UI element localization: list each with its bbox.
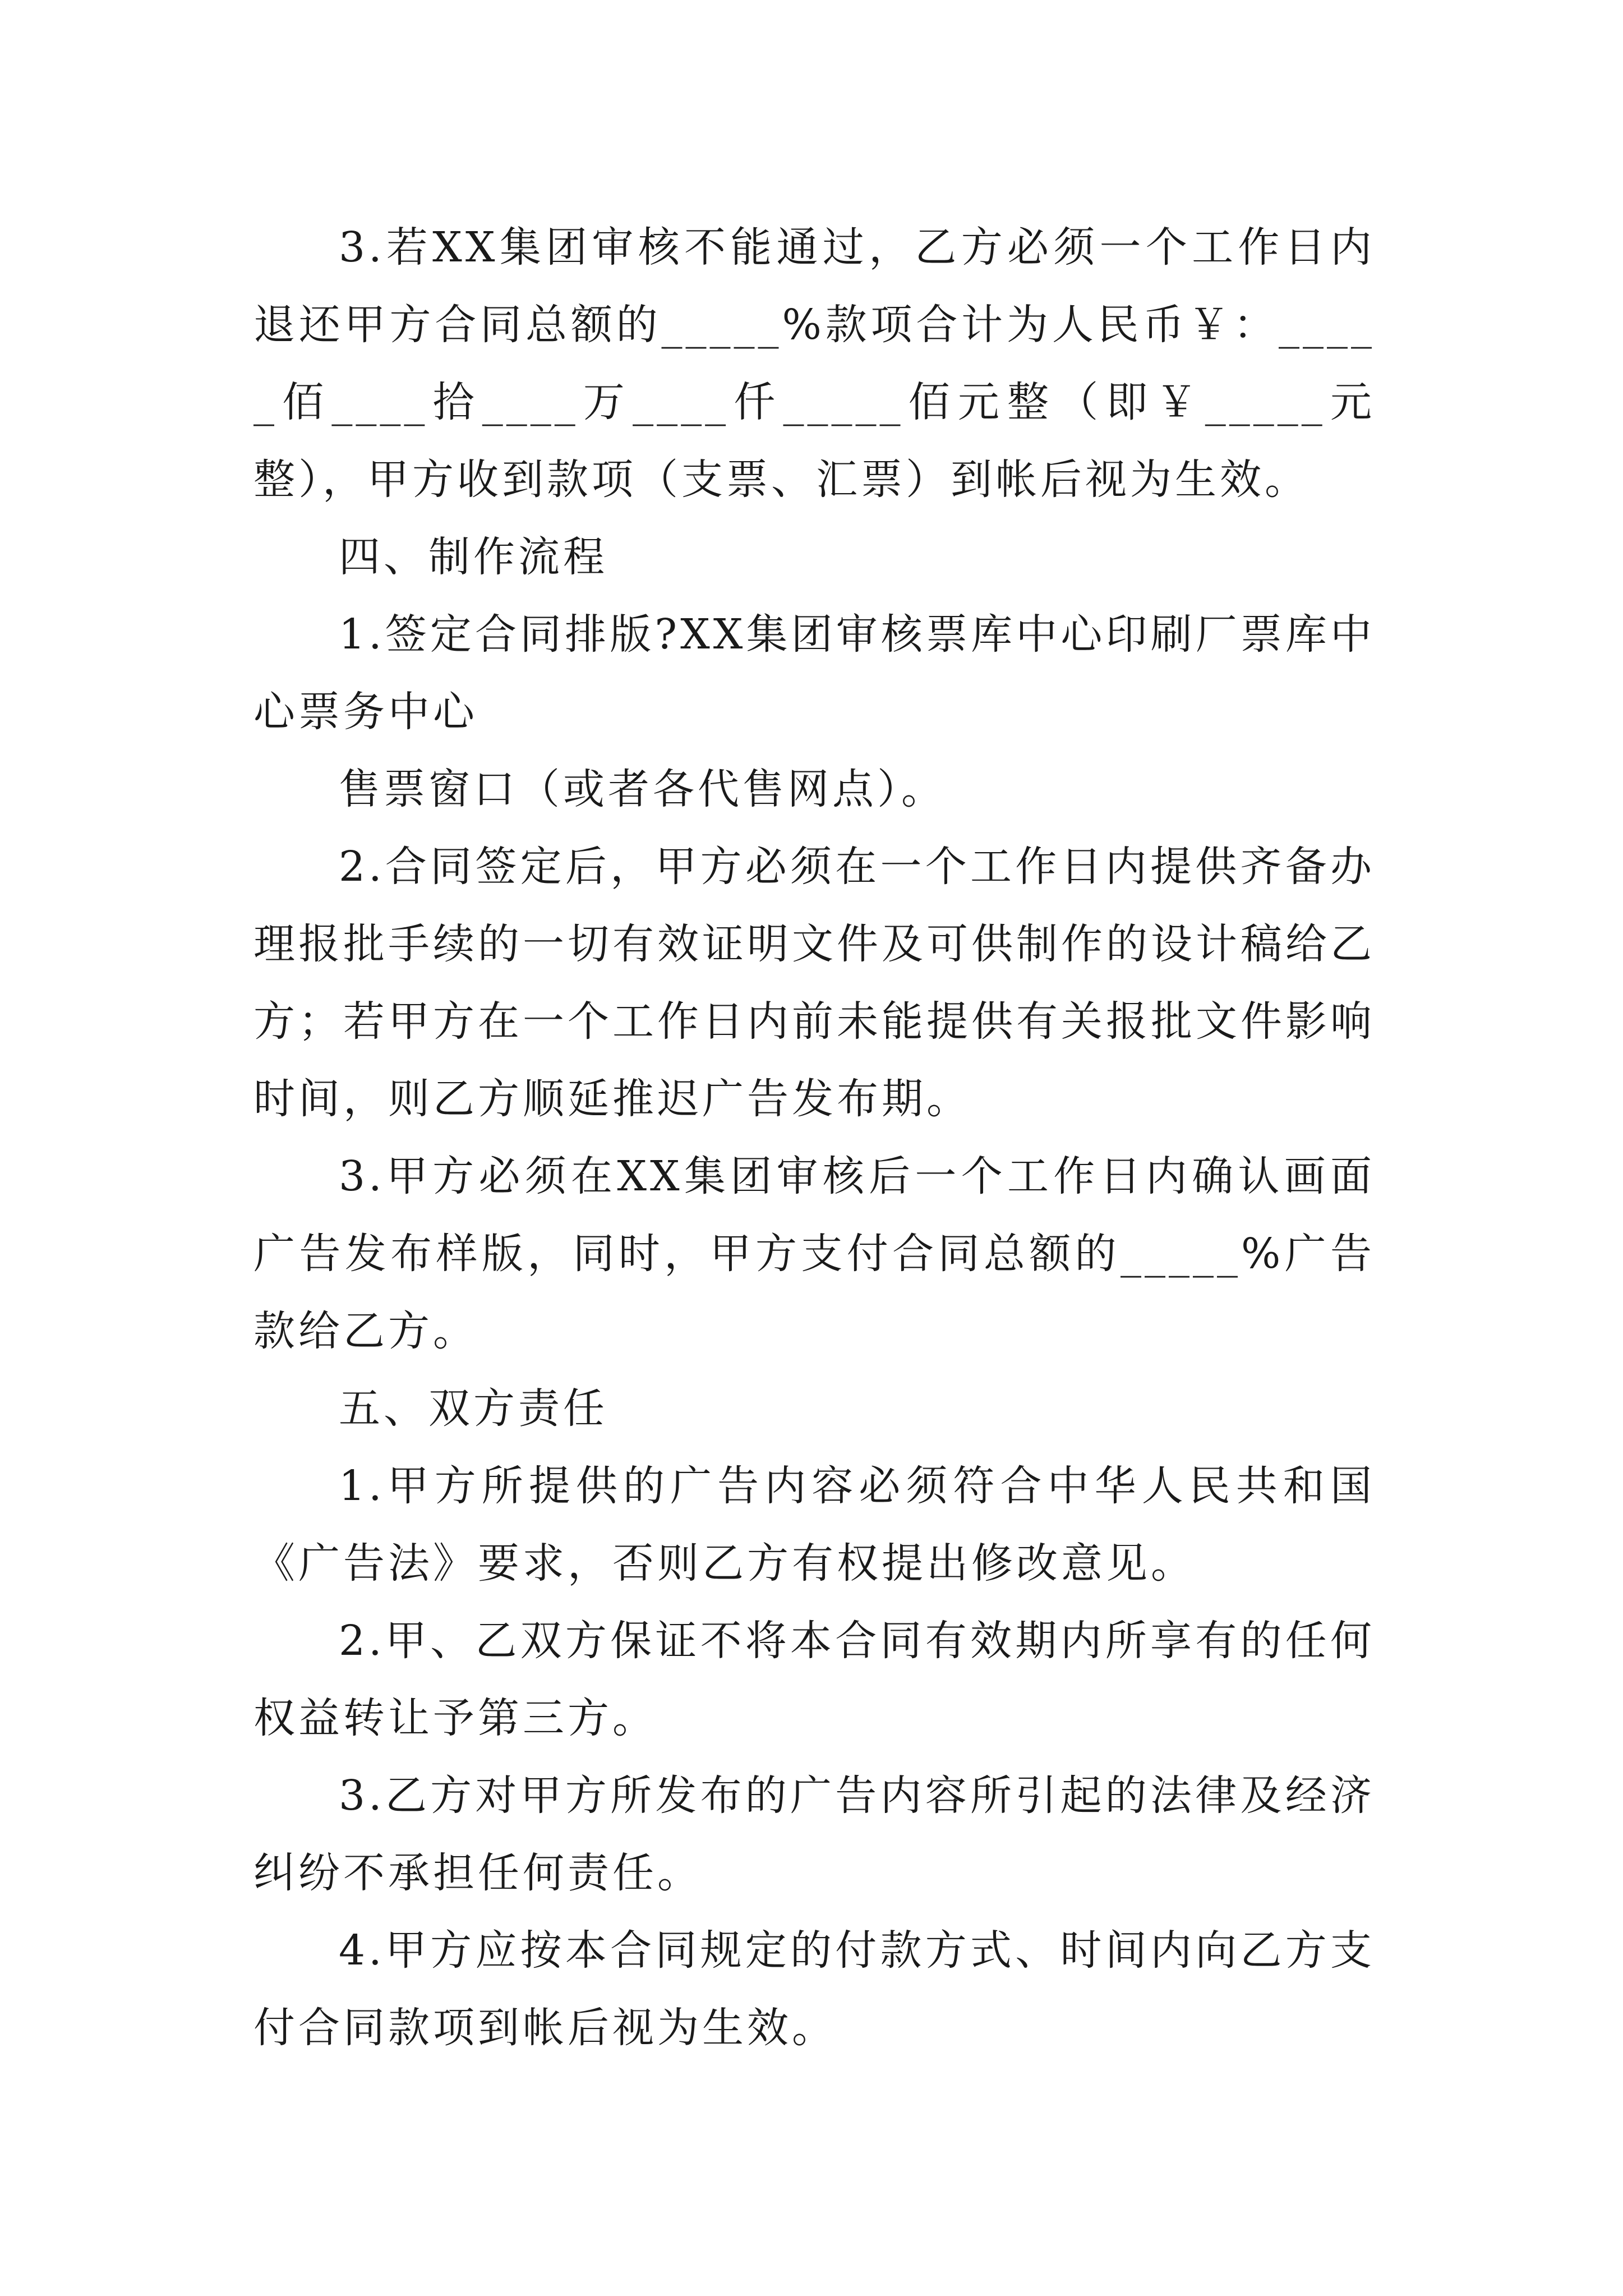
paragraph-process-step-1: 1.签定合同排版?XX集团审核票库中心印刷厂票库中心票务中心 xyxy=(253,610,1375,736)
paragraph-process-step-3: 3.甲方必须在XX集团审核后一个工作日内确认画面广告发布样版，同时，甲方支付合同总额的_____%广告款给乙方。 xyxy=(253,1152,1375,1355)
paragraph-responsibility-3: 3.乙方对甲方所发布的广告内容所引起的法律及经济纠纷不承担任何责任。 xyxy=(253,1772,1375,1897)
document-body xyxy=(253,209,1375,2067)
paragraph-responsibility-1: 1.甲方所提供的广告内容必须符合中华人民共和国《广告法》要求，否则乙方有权提出修改意见。 xyxy=(253,1462,1375,1588)
section-heading-production-process: 四、制作流程 xyxy=(339,533,608,581)
paragraph-refund-clause: 3.若XX集团审核不能通过，乙方必须一个工作日内退还甲方合同总额的_____%款项合计为人民币￥：_____佰____拾____万____仟_____佰元整（即￥_____元整），甲方收到款项（支票、汇票）到帐后视为生效。 xyxy=(253,223,1375,504)
paragraph-responsibility-2: 2.甲、乙双方保证不将本合同有效期内所享有的任何权益转让予第三方。 xyxy=(253,1617,1375,1742)
paragraph-process-step-1-continued: 售票窗口（或者各代售网点）。 xyxy=(339,765,946,813)
paragraph-responsibility-4: 4.甲方应按本合同规定的付款方式、时间内向乙方支付合同款项到帐后视为生效。 xyxy=(253,1926,1375,2052)
paragraph-process-step-2: 2.合同签定后，甲方必须在一个工作日内提供齐备办理报批手续的一切有效证明文件及可供制作的设计稿给乙方；若甲方在一个工作日内前未能提供有关报批文件影响时间，则乙方顺延推迟广告发布期。 xyxy=(253,843,1375,1123)
section-heading-responsibilities: 五、双方责任 xyxy=(339,1384,608,1433)
